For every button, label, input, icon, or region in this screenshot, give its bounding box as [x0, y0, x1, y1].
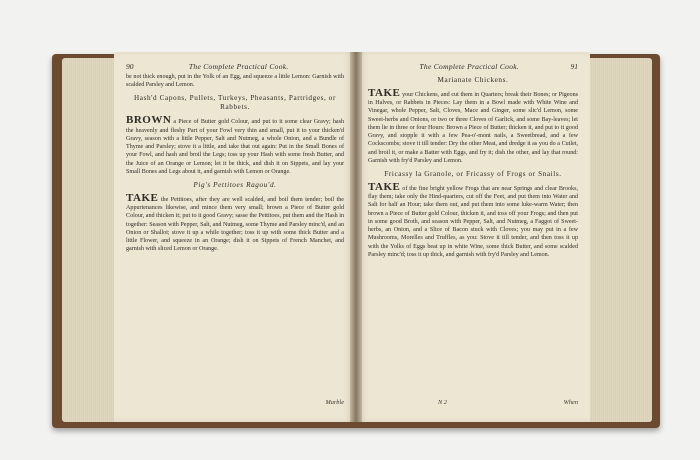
left-page: [114, 52, 356, 422]
page-number-left: 90: [126, 62, 134, 71]
paragraph-text-fricassy-frogs: of the fine bright yellow Frogs that are near Springs and clear Brooks, flay them; take only the Hind-quarters, cut off the Feet, and put them into Water and Salt for half an Hour; take them out, and put them into some luke-warm Water; then brown a Piece of Butter gold Colour, thicken it, and toss off your Frogs; and then put in some good Broth, and season with Pepper, Salt, and Nutmeg, a Faggot of Sweet-herbs, an Onion, and a Slice of Bacon stuck with Cloves; you may put in a few Mushrooms, Morelles and Truffles, as you: Stove it till tender, and then toss it up with the Yolks of Eggs beat up in white Wine, some thick Butter, and some scalded Parsley minc'd; toss it up thick, and garnish with fry'd Parsley and Lemon.: [368, 185, 578, 258]
section-heading-pigs-pettitoes: Pig's Pettitoes Ragou'd.: [193, 180, 277, 189]
signature-mark: N 2: [438, 399, 447, 406]
page-edges-right: [590, 58, 652, 422]
catchword-right: When: [563, 399, 578, 406]
section-heading-marianate-chickens: Marianate Chickens.: [437, 76, 509, 84]
running-head-title-right: The Complete Practical Cook.: [419, 62, 520, 71]
right-page: [356, 52, 590, 422]
dropcap-take-pettitoes: TAKE: [126, 191, 159, 204]
catchword-left: Marble: [325, 399, 344, 406]
paragraph-marianate-chickens: [368, 89, 578, 165]
running-head-title-left: The Complete Practical Cook.: [188, 62, 289, 71]
paragraph-pigs-pettitoes: [126, 191, 344, 254]
paragraph-hashd-capons: [126, 116, 344, 176]
dropcap-take-frogs: TAKE: [368, 180, 401, 193]
running-head-right: [368, 62, 578, 71]
book-gutter: [350, 52, 362, 422]
section-heading-fricassy-frogs: Fricassy la Granole, or Fricassy of Frogs or Snails.: [384, 169, 562, 178]
paragraph-text-marianate-chickens: your Chickens, and cut them in Quarters; break their Bones; or Pigeons in Halves, or Rabbets in Pieces: Lay them in a Bowl made with White Wine and Vinegar, whole Pepper, Salt, Cloves, Mace and Ginger, some slic'd Lemon, some Sweet-herbs and Onions, or two or three Cloves of Garlick, and some Bay-leaves; let them lie in three or four Hours: Brown a Piece of Butter; thicken it, and put to it good Gravy, and stopple it with a few Pea-o'-mont nails, a Sweetbread, and a few Cockscombs; stove it till tender: Dry the other Meat, and dredge it as you do a Cutlet, and broil it, or make a Batter with Eggs, and fry it; dish the other, and lay that round: Garnish with fry'd Parsley and Lemon.: [368, 92, 578, 164]
dropcap-take-chickens: TAKE: [368, 87, 401, 99]
catchword-left-row: [126, 399, 344, 406]
paragraph-text-pigs-pettitoes: the Pettitoes, after they are well scalded, and boil them tender; boil the Appurtenances likewise, and mince them very small; brown a Piece of Butter gold Colour, and thicken it; put to it good Gravy; sasse the Pettitoes, put them and the Hash in together: Season with Pepper, Salt, and Nutmeg, some Thyme and Parsley minc'd, and an Onion or Shallot; stove it up a while together; toss it up with some thick Butter and a little Flower, and squeeze in an Orange; dish it on Sippets of French Manchet, and garnish with sliced Lemon or Orange.: [126, 196, 344, 253]
paragraph-fricassy-frogs: [368, 180, 578, 259]
dropcap-brown: BROWN: [126, 114, 172, 127]
catchword-right-row: [368, 399, 578, 406]
section-heading-hashd-capons: Hash'd Capons, Pullets, Turkeys, Pheasants, Partridges, or Rabbets.: [133, 94, 336, 112]
intro-paragraph: be not thick enough, put in the Yolk of an Egg, and squeeze a little Lemon: Garnish with scalded Parsley and Lemon.: [126, 74, 344, 89]
page-number-right: 91: [570, 62, 578, 71]
running-head-left: [126, 62, 344, 71]
open-book: [52, 50, 660, 428]
paragraph-text-hashd-capons: a Piece of Butter gold Colour, and put to it some clear Gravy; hash the heavenly and fleshy Part of your Fowl very thin and small, put it to your thicken'd Gravy, season with a little Pepper, Salt and Nutmeg, a whole Onion, and a Bundle of Thyme and Parsley; stove it a little, and take that out again: Put in the Small Bones of your Fowl, and hash and broil the Legs; toss up your Hash with some fresh Butter, and the Juice of an Orange or Lemon; let it be thick, and dish it on Sippets, and lay your Small Bones and Legs about it, and garnish with Lemon or Orange.: [126, 119, 344, 175]
